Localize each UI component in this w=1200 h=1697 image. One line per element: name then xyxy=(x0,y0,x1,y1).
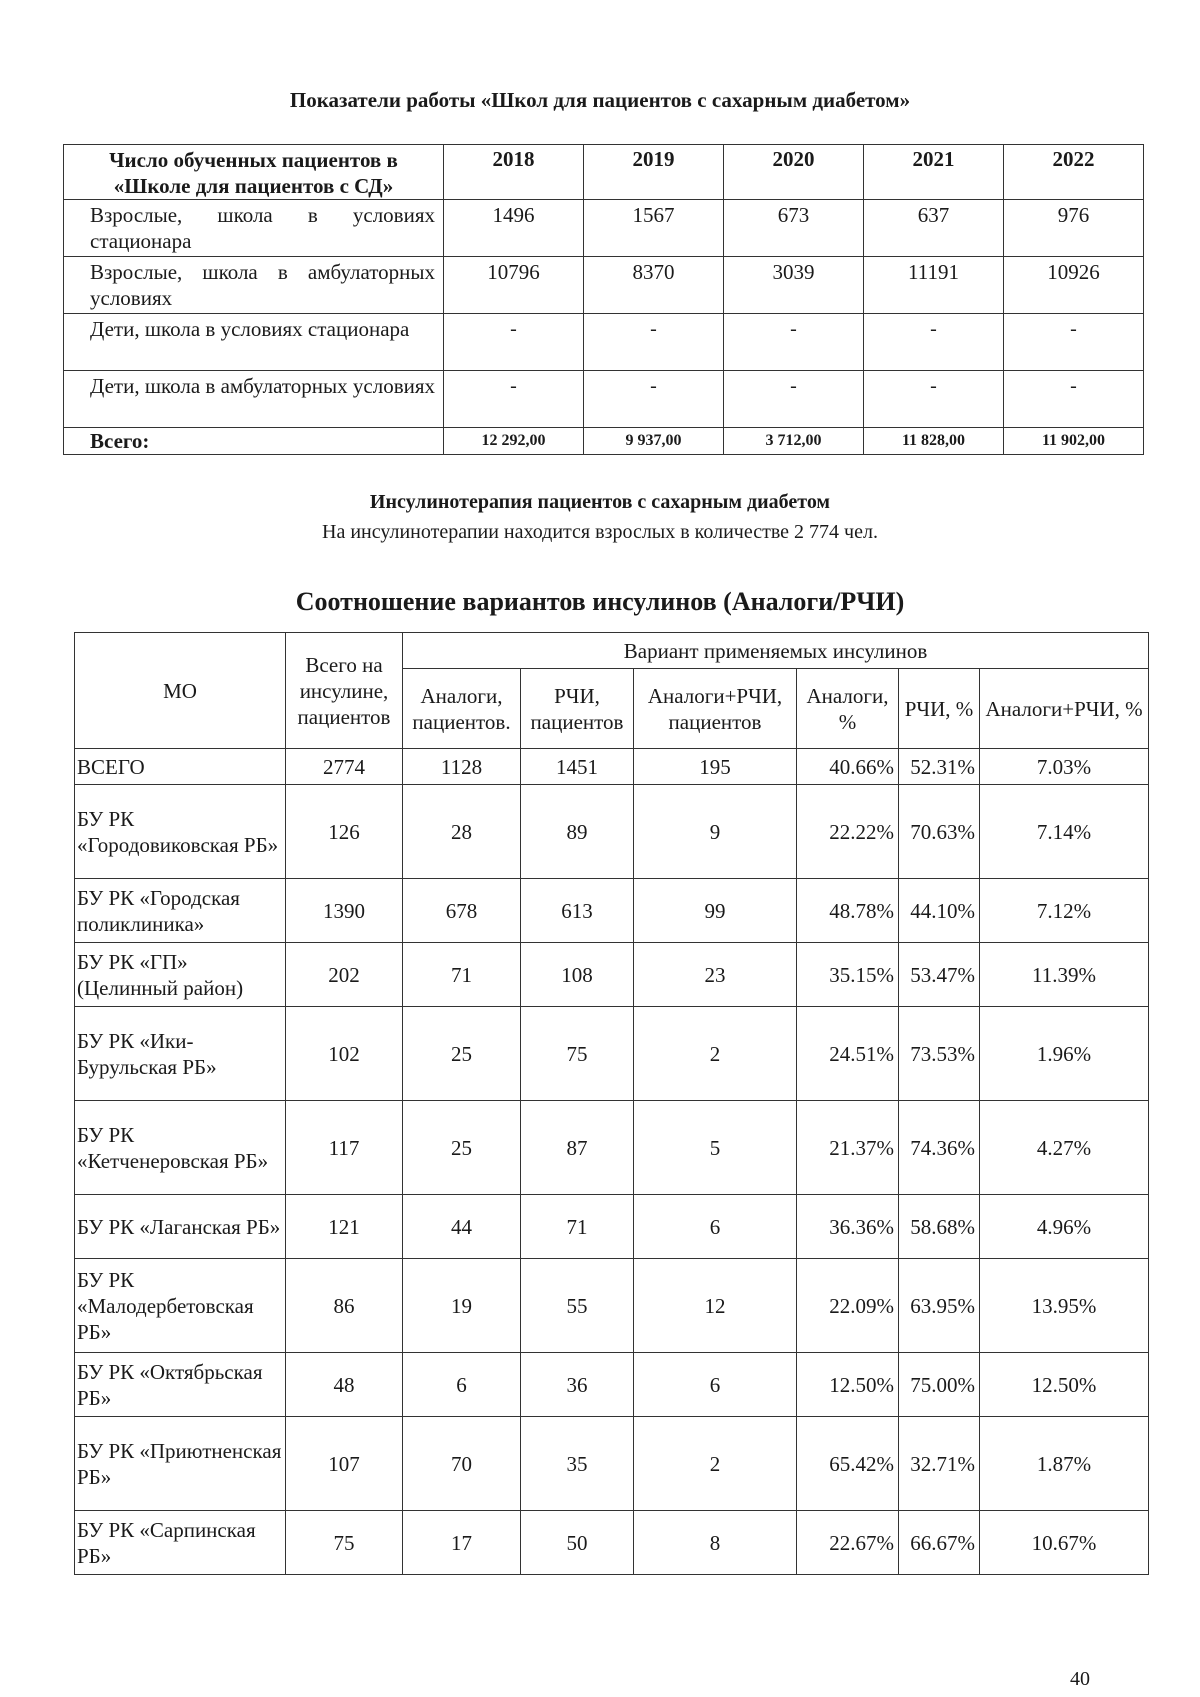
row-total: 1390 xyxy=(286,879,403,943)
cell-value: - xyxy=(584,314,724,371)
row-rchi: 36 xyxy=(521,1353,634,1417)
row-both-pct: 7.14% xyxy=(980,785,1149,879)
cell-value: - xyxy=(444,371,584,428)
cell-value: 3039 xyxy=(724,257,864,314)
total-value: 11 828,00 xyxy=(864,428,1004,455)
col-mo-header: МО xyxy=(75,633,286,749)
row-rchi-pct: 58.68% xyxy=(899,1195,980,1259)
row-both-pct: 10.67% xyxy=(980,1511,1149,1575)
row-analog: 25 xyxy=(403,1007,521,1101)
insulin-title: Инсулинотерапия пациентов с сахарным диабетом xyxy=(369,491,831,513)
row-analog: 70 xyxy=(403,1417,521,1511)
col-total-header: Всего на инсулине, пациентов xyxy=(286,633,403,749)
total-value: 3 712,00 xyxy=(724,428,864,455)
row-rchi: 35 xyxy=(521,1417,634,1511)
row-analog-pct: 35.15% xyxy=(797,943,899,1007)
cell-value: - xyxy=(864,314,1004,371)
row-both-pct: 7.03% xyxy=(980,749,1149,785)
row-rchi-pct: 52.31% xyxy=(899,749,980,785)
row-mo: БУ РК «ГП» (Целинный район) xyxy=(75,943,286,1007)
row-analog: 28 xyxy=(403,785,521,879)
row-rchi-pct: 70.63% xyxy=(899,785,980,879)
row-total: 102 xyxy=(286,1007,403,1101)
row-both: 8 xyxy=(634,1511,797,1575)
row-total: 86 xyxy=(286,1259,403,1353)
year-header: 2018 xyxy=(444,145,584,200)
row-analog-pct: 21.37% xyxy=(797,1101,899,1195)
row-rchi: 613 xyxy=(521,879,634,943)
row-rchi-pct: 63.95% xyxy=(899,1259,980,1353)
row-rchi: 89 xyxy=(521,785,634,879)
insulin-text: На инсулинотерапии находится взрослых в количестве 2 774 чел. xyxy=(322,521,878,543)
row-both: 2 xyxy=(634,1417,797,1511)
row-both: 6 xyxy=(634,1195,797,1259)
col-group-header: Вариант применяемых инсулинов xyxy=(403,633,1149,669)
ratio-title: Соотношение вариантов инсулинов (Аналоги/РЧИ) xyxy=(295,587,905,616)
row-rchi-pct: 32.71% xyxy=(899,1417,980,1511)
row-both-pct: 1.96% xyxy=(980,1007,1149,1101)
row-both: 9 xyxy=(634,785,797,879)
total-value: 11 902,00 xyxy=(1004,428,1144,455)
row-analog: 1128 xyxy=(403,749,521,785)
cell-value: - xyxy=(724,371,864,428)
row-mo: ВСЕГО xyxy=(75,749,286,785)
cell-value: 10926 xyxy=(1004,257,1144,314)
table-row xyxy=(75,943,1149,1007)
row-label: Дети, школа в условиях стационара xyxy=(64,314,444,371)
table-row xyxy=(75,1511,1149,1575)
year-header: 2019 xyxy=(584,145,724,200)
row-mo: БУ РК «Кетченеровская РБ» xyxy=(75,1101,286,1195)
row-rchi: 75 xyxy=(521,1007,634,1101)
row-rchi-pct: 66.67% xyxy=(899,1511,980,1575)
row-label: Взрослые, школа в амбулаторных условиях xyxy=(64,257,444,314)
row-mo: БУ РК «Городовиковская РБ» xyxy=(75,785,286,879)
ratio-header-row xyxy=(75,633,1149,669)
row-mo: БУ РК «Сарпинская РБ» xyxy=(75,1511,286,1575)
table-row xyxy=(75,1417,1149,1511)
cell-value: - xyxy=(1004,371,1144,428)
col-header: Аналоги+РЧИ, пациентов xyxy=(634,669,797,749)
schools-header-row xyxy=(64,145,1144,200)
cell-value: 1567 xyxy=(584,200,724,257)
cell-value: 8370 xyxy=(584,257,724,314)
row-total: 121 xyxy=(286,1195,403,1259)
table-row xyxy=(64,314,1144,371)
row-both-pct: 11.39% xyxy=(980,943,1149,1007)
row-both: 6 xyxy=(634,1353,797,1417)
table-row xyxy=(75,1195,1149,1259)
row-rchi-pct: 44.10% xyxy=(899,879,980,943)
row-rchi: 87 xyxy=(521,1101,634,1195)
table-row xyxy=(75,1259,1149,1353)
row-analog: 6 xyxy=(403,1353,521,1417)
row-mo: БУ РК «Городская поликлиника» xyxy=(75,879,286,943)
row-analog: 71 xyxy=(403,943,521,1007)
schools-title: Показатели работы «Школ для пациентов с сахарным диабетом» xyxy=(289,88,911,112)
cell-value: 673 xyxy=(724,200,864,257)
col-header: Аналоги, пациентов. xyxy=(403,669,521,749)
row-both: 23 xyxy=(634,943,797,1007)
row-rchi-pct: 75.00% xyxy=(899,1353,980,1417)
row-analog-pct: 22.09% xyxy=(797,1259,899,1353)
row-analog-pct: 12.50% xyxy=(797,1353,899,1417)
row-both: 195 xyxy=(634,749,797,785)
row-both-pct: 13.95% xyxy=(980,1259,1149,1353)
row-analog-pct: 65.42% xyxy=(797,1417,899,1511)
ratio-table xyxy=(74,632,1149,1575)
schools-table xyxy=(63,144,1144,455)
row-analog-pct: 36.36% xyxy=(797,1195,899,1259)
row-rchi: 50 xyxy=(521,1511,634,1575)
total-value: 9 937,00 xyxy=(584,428,724,455)
row-rchi: 108 xyxy=(521,943,634,1007)
row-analog-pct: 48.78% xyxy=(797,879,899,943)
row-total: 126 xyxy=(286,785,403,879)
row-analog-pct: 22.67% xyxy=(797,1511,899,1575)
row-analog-pct: 24.51% xyxy=(797,1007,899,1101)
row-rchi-pct: 53.47% xyxy=(899,943,980,1007)
cell-value: - xyxy=(584,371,724,428)
table-row xyxy=(75,1353,1149,1417)
year-header: 2022 xyxy=(1004,145,1144,200)
table-row xyxy=(64,257,1144,314)
schools-header-label: Число обученных пациентов в «Школе для пациентов с СД» xyxy=(64,145,444,200)
row-analog: 17 xyxy=(403,1511,521,1575)
year-header: 2021 xyxy=(864,145,1004,200)
row-both-pct: 7.12% xyxy=(980,879,1149,943)
cell-value: 1496 xyxy=(444,200,584,257)
row-total: 75 xyxy=(286,1511,403,1575)
row-both-pct: 4.96% xyxy=(980,1195,1149,1259)
row-analog-pct: 22.22% xyxy=(797,785,899,879)
row-both-pct: 1.87% xyxy=(980,1417,1149,1511)
row-rchi: 55 xyxy=(521,1259,634,1353)
row-label: Дети, школа в амбулаторных условиях xyxy=(64,371,444,428)
year-header: 2020 xyxy=(724,145,864,200)
cell-value: 10796 xyxy=(444,257,584,314)
row-mo: БУ РК «Лаганская РБ» xyxy=(75,1195,286,1259)
row-both: 5 xyxy=(634,1101,797,1195)
row-mo: БУ РК «Малодербетовская РБ» xyxy=(75,1259,286,1353)
col-header: Аналоги+РЧИ, % xyxy=(980,669,1149,749)
row-mo: БУ РК «Октябрьская РБ» xyxy=(75,1353,286,1417)
cell-value: 11191 xyxy=(864,257,1004,314)
col-header: РЧИ, пациентов xyxy=(521,669,634,749)
table-row xyxy=(75,749,1149,785)
col-header: РЧИ, % xyxy=(899,669,980,749)
cell-value: 637 xyxy=(864,200,1004,257)
row-total: 2774 xyxy=(286,749,403,785)
row-analog: 44 xyxy=(403,1195,521,1259)
table-row xyxy=(64,200,1144,257)
row-total: 48 xyxy=(286,1353,403,1417)
col-header: Аналоги, % xyxy=(797,669,899,749)
row-rchi: 1451 xyxy=(521,749,634,785)
row-label: Взрослые, школа в условиях стационара xyxy=(64,200,444,257)
row-both-pct: 12.50% xyxy=(980,1353,1149,1417)
row-analog: 678 xyxy=(403,879,521,943)
row-both: 99 xyxy=(634,879,797,943)
row-analog: 25 xyxy=(403,1101,521,1195)
total-label: Всего: xyxy=(64,428,444,455)
row-both-pct: 4.27% xyxy=(980,1101,1149,1195)
cell-value: 976 xyxy=(1004,200,1144,257)
row-total: 202 xyxy=(286,943,403,1007)
table-row xyxy=(75,879,1149,943)
table-row xyxy=(75,785,1149,879)
row-analog-pct: 40.66% xyxy=(797,749,899,785)
table-row xyxy=(75,1007,1149,1101)
row-rchi-pct: 74.36% xyxy=(899,1101,980,1195)
row-both: 2 xyxy=(634,1007,797,1101)
cell-value: - xyxy=(444,314,584,371)
row-mo: БУ РК «Приютненская РБ» xyxy=(75,1417,286,1511)
table-row xyxy=(75,1101,1149,1195)
row-rchi: 71 xyxy=(521,1195,634,1259)
page-number: 40 xyxy=(1070,1668,1090,1690)
cell-value: - xyxy=(864,371,1004,428)
total-value: 12 292,00 xyxy=(444,428,584,455)
cell-value: - xyxy=(724,314,864,371)
table-row xyxy=(64,371,1144,428)
row-rchi-pct: 73.53% xyxy=(899,1007,980,1101)
row-mo: БУ РК «Ики-Бурульская РБ» xyxy=(75,1007,286,1101)
row-total: 107 xyxy=(286,1417,403,1511)
cell-value: - xyxy=(1004,314,1144,371)
row-both: 12 xyxy=(634,1259,797,1353)
total-row xyxy=(64,428,1144,455)
row-total: 117 xyxy=(286,1101,403,1195)
row-analog: 19 xyxy=(403,1259,521,1353)
